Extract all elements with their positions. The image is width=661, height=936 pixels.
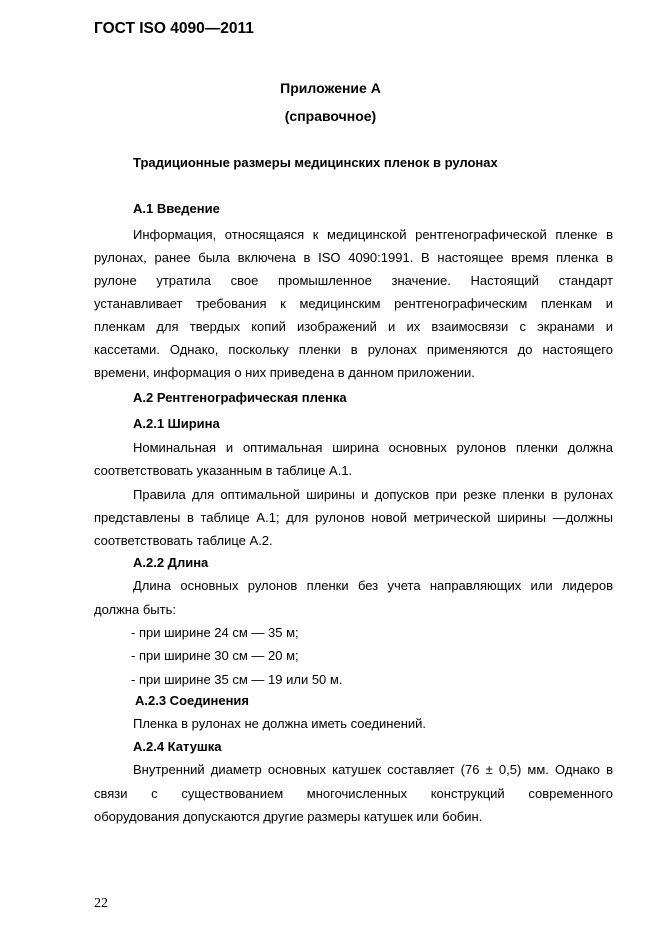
section-a22-heading: А.2.2 Длина [133, 555, 209, 570]
a23-line: Пленка в рулонах не должна иметь соединений. [133, 716, 427, 731]
a1-line: пленкам для твердых копий изображений и их взаимосвязи с экранами и [94, 319, 613, 334]
list-item: - при ширине 30 см — 20 м; [131, 648, 299, 663]
appendix-title: Приложение А [280, 80, 381, 96]
section-a2-heading: А.2 Рентгенографическая пленка [133, 390, 347, 405]
a21-line: соответствовать указанным в таблице А.1. [94, 463, 353, 478]
a21-line: представлены в таблице А.1; для рулонов новой метрической ширины —должны [94, 510, 613, 525]
a1-line: рулоне утратила свое промышленное значение. Настоящий стандарт [94, 273, 613, 288]
a24-line: Внутренний диаметр основных катушек составляет (76 ± 0,5) мм. Однако в [133, 762, 613, 777]
a1-line: устанавливает требования к медицинским рентгенографическим пленкам и [94, 296, 613, 311]
a1-line: рулонах, ранее была включена в ISO 4090:1991. В настоящее время пленка в [94, 250, 613, 265]
a1-line: Информация, относящаяся к медицинской рентгенографической пленке в [133, 227, 613, 242]
a24-line: связи с существованием многочисленных конструкций современного [94, 786, 613, 801]
a1-line: времени, информация о них приведена в данном приложении. [94, 365, 475, 380]
section-a1-heading: А.1 Введение [133, 201, 220, 216]
appendix-type: (справочное) [284, 108, 377, 124]
section-a23-heading: А.2.3 Соединения [135, 693, 249, 708]
a21-line: Номинальная и оптимальная ширина основных рулонов пленки должна [133, 440, 613, 455]
a24-line: оборудования допускаются другие размеры катушек или бобин. [94, 809, 483, 824]
list-item: - при ширине 24 см — 35 м; [131, 625, 299, 640]
page-number: 22 [94, 896, 108, 911]
section-a21-heading: А.2.1 Ширина [133, 416, 220, 431]
list-item: - при ширине 35 см — 19 или 50 м. [131, 672, 343, 687]
section-a24-heading: А.2.4 Катушка [133, 739, 222, 754]
a21-line: соответствовать таблице А.2. [94, 533, 273, 548]
a22-line: должна быть: [94, 602, 176, 617]
document-header: ГОСТ ISO 4090—2011 [94, 20, 254, 37]
a22-line: Длина основных рулонов пленки без учета направляющих или лидеров [133, 578, 613, 593]
a21-line: Правила для оптимальной ширины и допусков при резке пленки в рулонах [133, 487, 613, 502]
document-title: Традиционные размеры медицинских пленок в рулонах [133, 155, 498, 170]
a1-line: кассетами. Однако, поскольку пленки в рулонах применяются до настоящего [94, 342, 613, 357]
